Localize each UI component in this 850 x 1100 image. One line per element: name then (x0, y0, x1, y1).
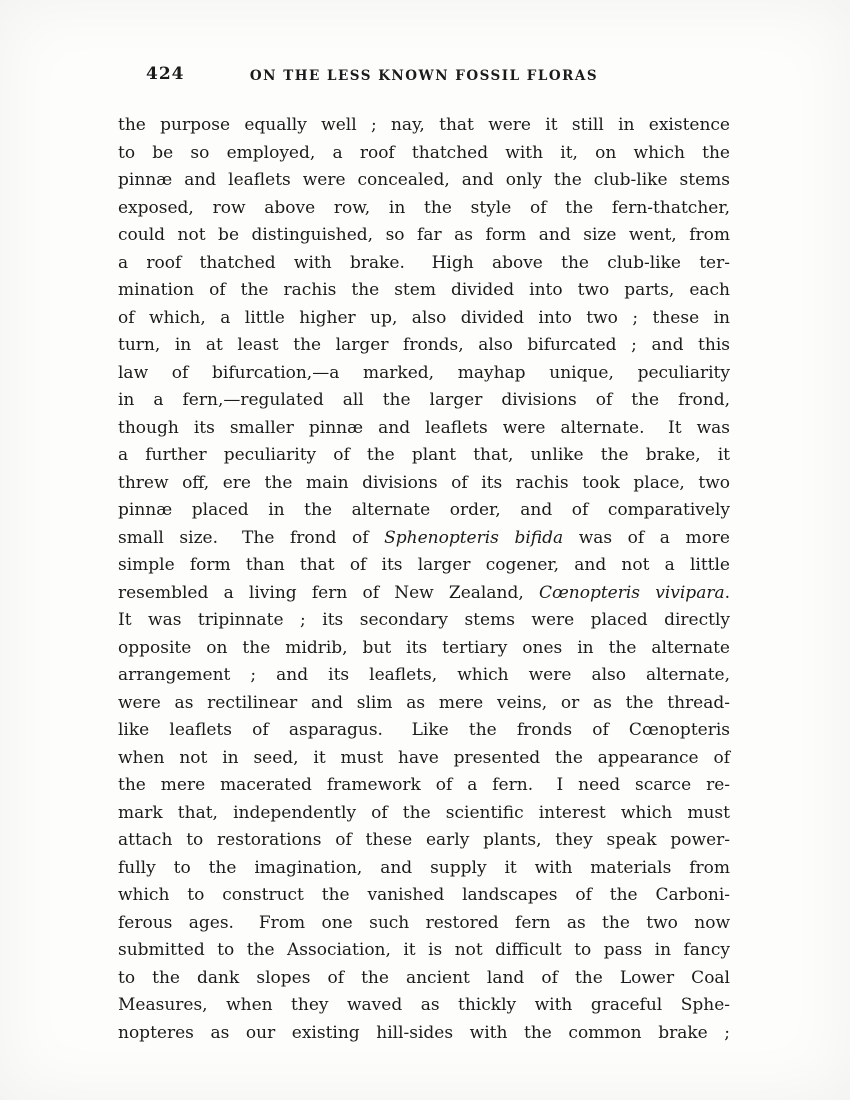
text-line: like leaflets of asparagus. Like the fronds of Cœnopteris (118, 720, 730, 740)
text-line: opposite on the midrib, but its tertiary ones in the alternate (118, 637, 730, 658)
text-line: simple form than that of its larger cogener, and not a little (118, 555, 730, 575)
text-line: a roof thatched with brake. High above the club-like ter- (118, 252, 730, 273)
text-line: though its smaller pinnæ and leaflets were alternate. It was (118, 417, 730, 438)
text-line: a further peculiarity of the plant that, unlike the brake, it (118, 445, 730, 465)
text-line: fully to the imagination, and supply it with materials from (118, 857, 730, 878)
text-line: of which, a little higher up, also divided into two ; these in (118, 307, 730, 328)
text-line: mination of the rachis the stem divided into two parts, each (118, 280, 730, 300)
text-line: mark that, independently of the scientific interest which must (118, 802, 730, 823)
text-line: were as rectilinear and slim as mere veins, or as the thread- (118, 692, 730, 713)
text-line: which to construct the vanished landscapes of the Carboni- (118, 885, 730, 905)
text-line: small size. The frond of Sphenopteris bifida was of a more (118, 527, 730, 548)
text-line: attach to restorations of these early plants, they speak power- (118, 830, 730, 850)
text-line: submitted to the Association, it is not difficult to pass in fancy (118, 940, 730, 960)
text-line: ferous ages. From one such restored fern as the two now (118, 912, 730, 933)
text-line: threw off, ere the main divisions of its rachis took place, two (118, 472, 730, 493)
text-line: the mere macerated framework of a fern. I need scarce re- (118, 775, 730, 795)
text-line: the purpose equally well ; nay, that were it still in existence (118, 115, 730, 135)
text-line: to be so employed, a roof thatched with it, on which the (118, 142, 730, 163)
text-line: could not be distinguished, so far as form and size went, from (118, 225, 730, 245)
page-number: 424 (146, 64, 185, 84)
text-line: when not in seed, it must have presented the appearance of (118, 747, 730, 768)
text-line: to the dank slopes of the ancient land of the Lower Coal (118, 967, 730, 988)
text-line: in a fern,—regulated all the larger divisions of the frond, (118, 390, 730, 410)
text-line: It was tripinnate ; its secondary stems were placed directly (118, 610, 730, 630)
text-line: turn, in at least the larger fronds, also bifurcated ; and this (118, 335, 730, 355)
text-line: resembled a living fern of New Zealand, Cœnopteris vivipara. (118, 582, 730, 603)
page-text (118, 112, 730, 1047)
text-line: pinnæ and leaflets were concealed, and only the club-like stems (118, 170, 730, 190)
text-line: arrangement ; and its leaflets, which were also alternate, (118, 665, 730, 685)
running-header: ON THE LESS KNOWN FOSSIL FLORAS (249, 68, 599, 84)
text-line: Measures, when they waved as thickly with graceful Sphe- (118, 995, 730, 1015)
text-line: exposed, row above row, in the style of the fern-thatcher, (118, 197, 730, 218)
text-line: pinnæ placed in the alternate order, and of comparatively (118, 500, 730, 520)
text-line: law of bifurcation,—a marked, mayhap unique, peculiarity (118, 362, 730, 383)
text-line: nopteres as our existing hill-sides with the common brake ; (118, 1022, 730, 1043)
